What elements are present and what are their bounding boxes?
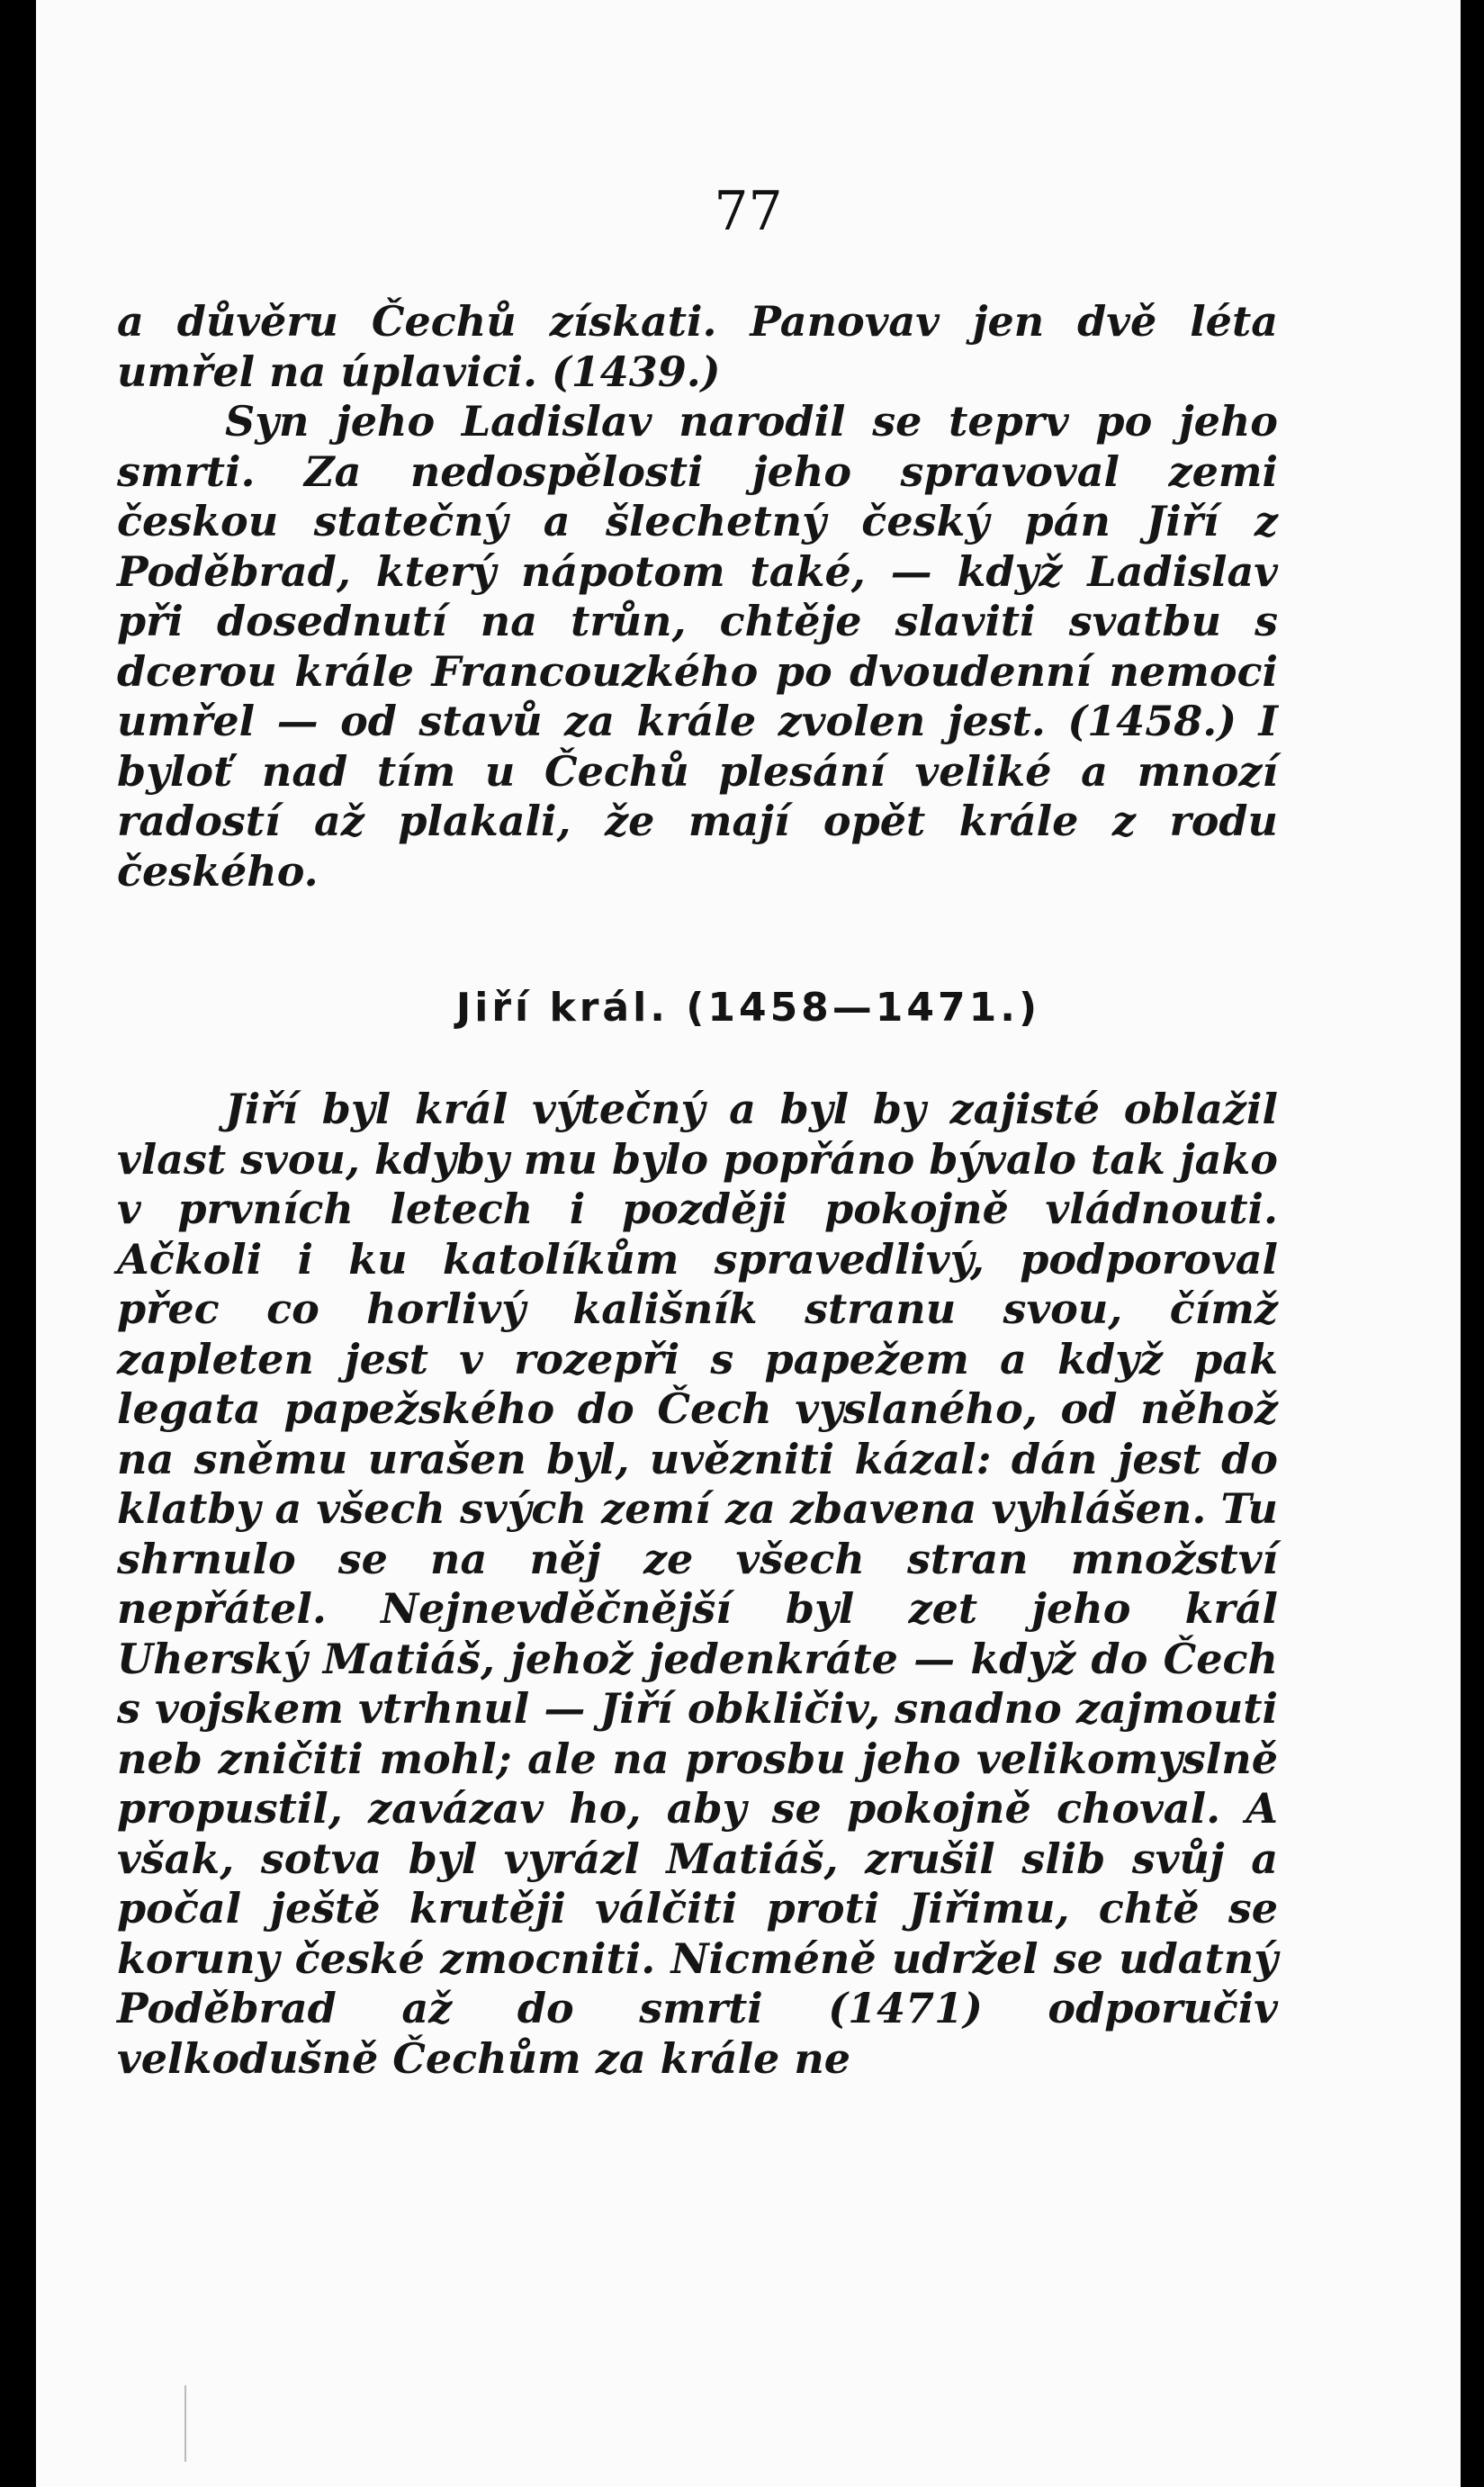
- section-heading: Jiří král. (1458—1471.): [455, 985, 1041, 1031]
- paragraph-ladislav: Syn jeho Ladislav narodil se teprv po jeho smrti. Za nedospělosti jeho spravoval zemi českou statečný a šlechetný český pán Jiří z Poděbrad, který nápotom také, — když Ladislav při dosednutí na trůn, chtěje slaviti svatbu s dcerou krále Francouzkého po dvoudenní nemoci umřel — od stavů za krále zvolen jest. (1458.) I byloť nad tím u Čechů plesání veliké a mnozí radostí až plakali, že mají opět krále z rodu českého.: [117, 397, 1278, 896]
- scan-edge: [1461, 0, 1484, 2487]
- paragraph-jiri: Jiří byl král výtečný a byl by zajisté oblažil vlast svou, kdyby mu bylo popřáno bývalo tak jako v prvních letech i později pokojně vládnouti. Ačkoli i ku katolíkům spravedlivý, podporoval přec co horlivý kališník stranu svou, čímž zapleten jest v rozepři s papežem a když pak legata papežského do Čech vyslaného, od něhož na sněmu urašen byl, uvězniti kázal: dán jest do klatby a všech svých zemí za zbavena vyhlášen. Tu shrnulo se na něj ze všech stran množství nepřátel. Nejnevděčnější byl zet jeho král Uherský Matiáš, jehož jedenkráte — když do Čech s vojskem vtrhnul — Jiří obkličiv, snadno zajmouti neb zničiti mohl; ale na prosbu jeho velikomyslně propustil, zavázav ho, aby se pokojně choval. A však, sotva byl vyrázl Matiáš, zrušil slib svůj a počal ještě krutěji válčiti proti Jiřimu, chtě se koruny české zmocniti. Nicméně udržel se udatný Poděbrad až do smrti (1471) odporučiv velkodušně Čechům za krále ne: [117, 1085, 1278, 2083]
- opening-text: [117, 297, 1278, 897]
- paragraph-continuation: a důvěru Čechů získati. Panovav jen dvě léta umřel na úplavici. (1439.): [117, 297, 1278, 396]
- book-page: [36, 0, 1461, 2487]
- section-text: [117, 1085, 1278, 2084]
- page-number: 77: [714, 180, 783, 243]
- margin-mark: [184, 2385, 186, 2462]
